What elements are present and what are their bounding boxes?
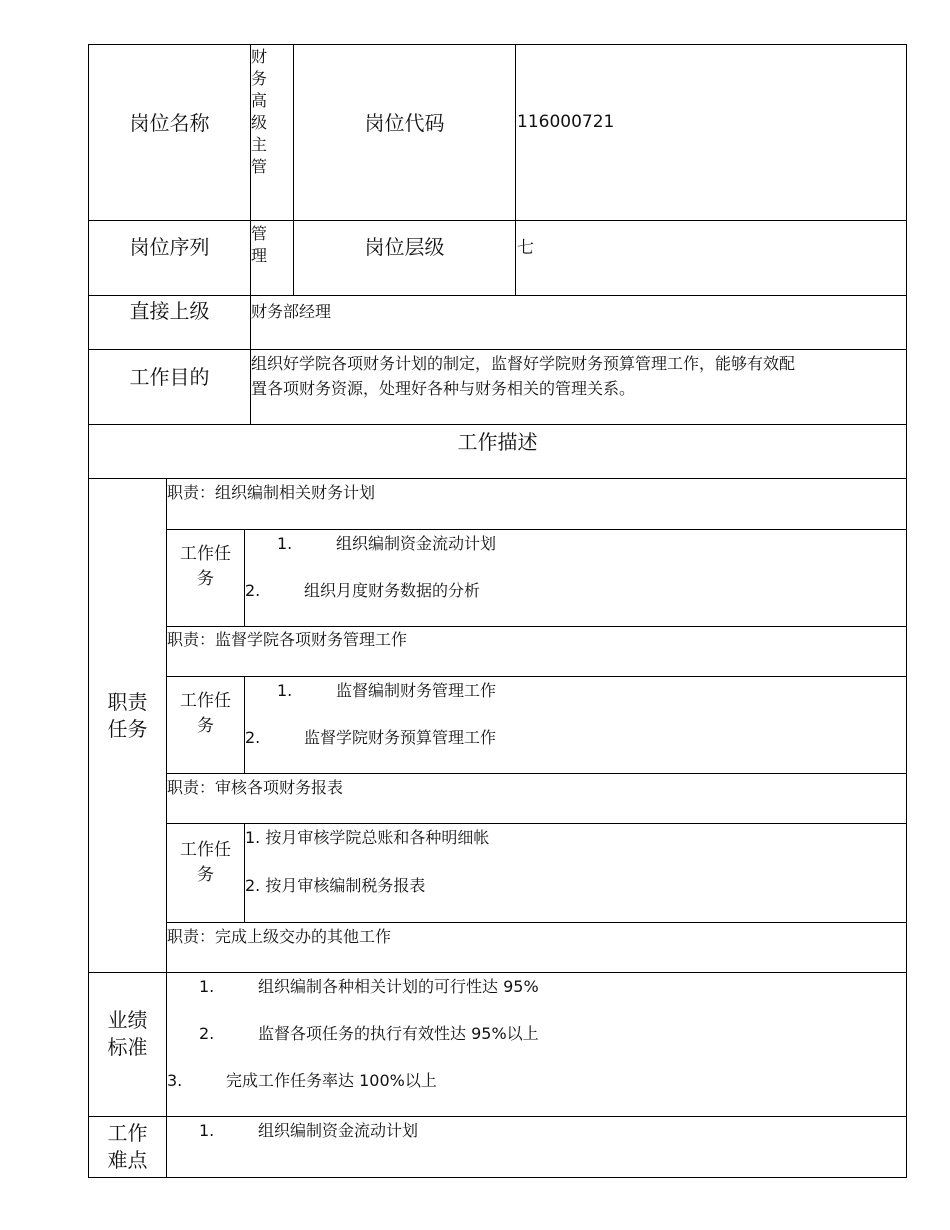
col-divider xyxy=(515,44,516,296)
table-border xyxy=(906,44,907,1178)
row-divider xyxy=(166,823,907,824)
task-item: 监督学院财务预算管理工作 xyxy=(304,728,497,747)
task-label: 务 xyxy=(197,569,214,589)
table-border xyxy=(88,1177,907,1178)
duties-label: 任务 xyxy=(107,717,148,741)
row-divider xyxy=(88,478,907,479)
post-name-label: 岗位名称 xyxy=(129,111,210,135)
col-divider xyxy=(244,676,245,774)
sequence-label: 岗位序列 xyxy=(129,235,210,259)
row-divider xyxy=(88,1116,907,1117)
sequence-value: 管理 xyxy=(251,224,268,265)
col-divider xyxy=(244,529,245,627)
performance-item: 监督各项任务的执行有效性达 95%以上 xyxy=(258,1024,539,1043)
task-label: 务 xyxy=(197,865,214,885)
superior-label: 直接上级 xyxy=(129,299,210,323)
duty-title: 职责：审核各项财务报表 xyxy=(167,778,344,797)
duty-title: 职责：组织编制相关财务计划 xyxy=(167,483,376,502)
post-code-value: 116000721 xyxy=(517,112,615,132)
purpose-line: 置各项财务资源，处理好各种与财务相关的管理关系。 xyxy=(251,379,636,398)
task-item-number: 1. xyxy=(277,681,293,700)
performance-item-number: 2. xyxy=(199,1024,215,1043)
row-divider xyxy=(88,972,907,973)
row-divider xyxy=(88,295,907,296)
task-item-number: 2. xyxy=(245,581,261,600)
task-item: 组织月度财务数据的分析 xyxy=(304,581,481,600)
row-divider xyxy=(166,529,907,530)
task-label: 务 xyxy=(197,716,214,736)
row-divider xyxy=(166,676,907,677)
task-item-number: 1. xyxy=(277,534,293,553)
task-item: 1. 按月审核学院总账和各种明细帐 xyxy=(245,828,490,847)
row-divider xyxy=(166,922,907,923)
duties-label: 职责 xyxy=(107,690,148,714)
task-item: 组织编制资金流动计划 xyxy=(336,534,497,553)
performance-item: 完成工作任务率达 100%以上 xyxy=(226,1071,437,1090)
difficulty-label: 难点 xyxy=(107,1148,148,1172)
difficulty-label: 工作 xyxy=(107,1121,148,1145)
performance-label: 标准 xyxy=(107,1035,148,1059)
purpose-label: 工作目的 xyxy=(129,365,210,389)
task-label: 工作任 xyxy=(180,691,231,711)
task-item-number: 2. xyxy=(245,728,261,747)
section-title: 工作描述 xyxy=(457,430,538,454)
task-item: 监督编制财务管理工作 xyxy=(336,681,497,700)
performance-label: 业绩 xyxy=(107,1008,148,1032)
difficulty-item-number: 1. xyxy=(199,1121,215,1140)
performance-item: 组织编制各种相关计划的可行性达 95% xyxy=(258,977,539,996)
row-divider xyxy=(166,773,907,774)
row-divider xyxy=(88,220,907,221)
row-divider xyxy=(166,626,907,627)
purpose-line: 组织好学院各项财务计划的制定，监督好学院财务预算管理工作，能够有效配 xyxy=(251,354,796,373)
table-border xyxy=(88,44,907,45)
task-label: 工作任 xyxy=(180,544,231,564)
level-value: 七 xyxy=(517,238,534,258)
duty-title: 职责：监督学院各项财务管理工作 xyxy=(167,630,408,649)
row-divider xyxy=(88,424,907,425)
task-item: 2. 按月审核编制税务报表 xyxy=(245,876,426,895)
superior-value: 财务部经理 xyxy=(251,302,332,321)
post-code-label: 岗位代码 xyxy=(364,111,445,135)
row-divider xyxy=(88,349,907,350)
performance-item-number: 1. xyxy=(199,977,215,996)
performance-item-number: 3. xyxy=(167,1071,183,1090)
level-label: 岗位层级 xyxy=(364,235,445,259)
duty-title: 职责：完成上级交办的其他工作 xyxy=(167,927,392,946)
post-name-value: 财务高级主管 xyxy=(251,47,268,176)
difficulty-item: 组织编制资金流动计划 xyxy=(258,1121,419,1140)
task-label: 工作任 xyxy=(180,840,231,860)
